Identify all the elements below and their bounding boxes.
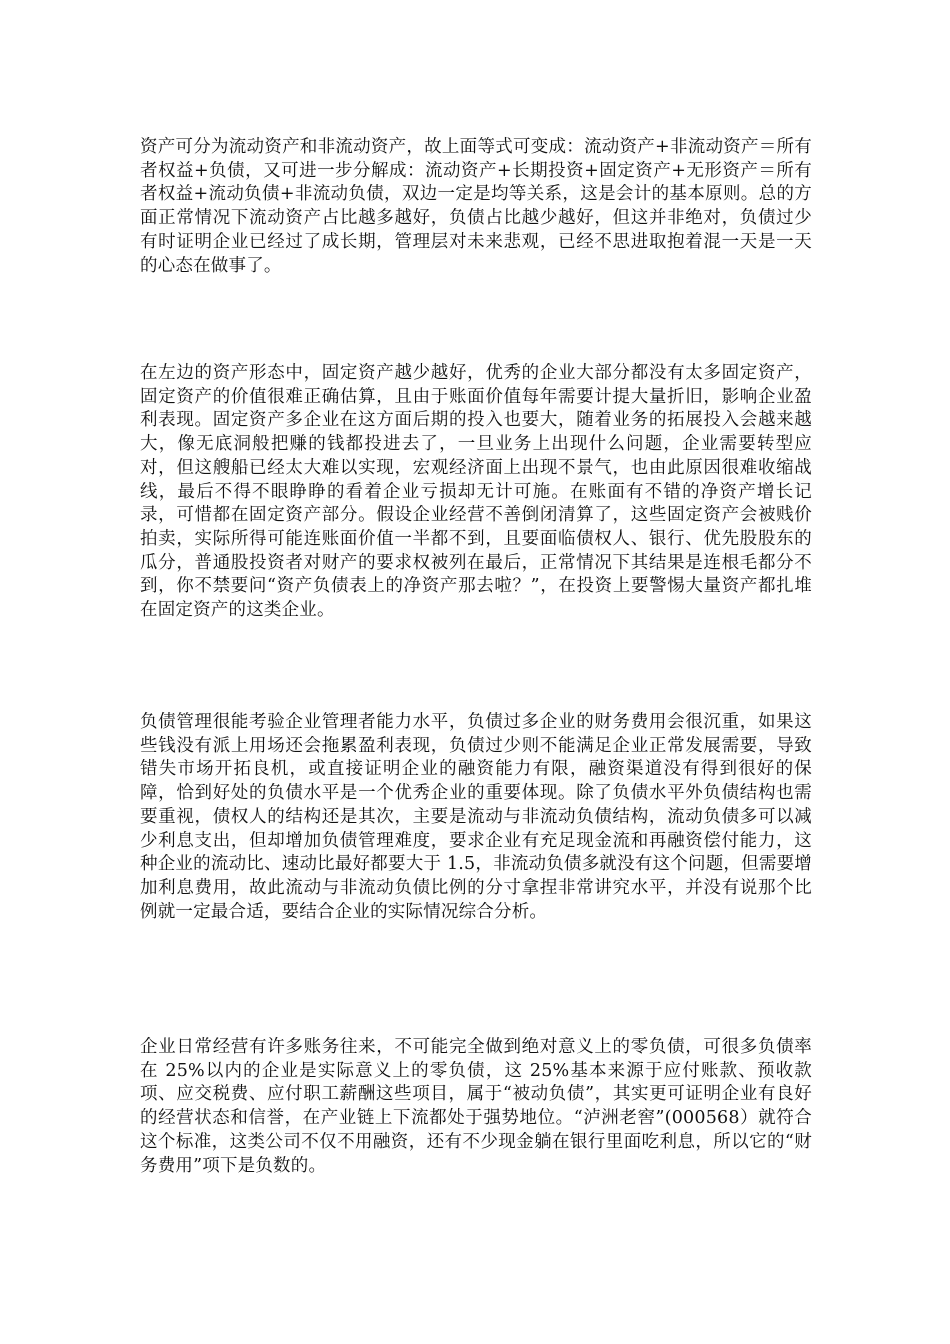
paragraph-passive-liabilities: 企业日常经营有许多账务往来，不可能完全做到绝对意义上的零负债，可很多负债率在 25%以内的企业是实际意义上的零负债，这 25%基本来源于应付账款、预收款项、应交税费、应付职工薪酬这些项目，属于“被动负债”，其实更可证明企业有良好的经营状态和信誉，在产业链上下流都处于强势地位。“泸洲老窖”(000568）就符合这个标准，这类公司不仅不用融资，还有不少现金躺在银行里面吃利息，所以它的“财务费用”项下是负数的。 [140, 1037, 812, 1176]
paragraph-fixed-assets: 在左边的资产形态中，固定资产越少越好，优秀的企业大部分都没有太多固定资产，固定资产的价值很难正确估算，且由于账面价值每年需要计提大量折旧，影响企业盈利表现。固定资产多企业在这方面后期的投入也要大，随着业务的拓展投入会越来越大，像无底洞般把赚的钱都投进去了，一旦业务上出现什么问题，企业需要转型应对，但这艘船已经太大难以实现，宏观经济面上出现不景气，也由此原因很难收缩战线，最后不得不眼睁睁的看着企业亏损却无计可施。在账面有不错的净资产增长记录，可惜都在固定资产部分。假设企业经营不善倒闭清算了，这些固定资产会被贱价拍卖，实际所得可能连账面价值一半都不到，且要面临债权人、银行、优先股股东的瓜分，普通股投资者对财产的要求权被列在最后，正常情况下其结果是连根毛都分不到，你不禁要问“资产负债表上的净资产那去啦？”，在投资上要警惕大量资产都扎堆在固定资产的这类企业。 [140, 363, 812, 621]
paragraph-liability-management: 负债管理很能考验企业管理者能力水平，负债过多企业的财务费用会很沉重，如果这些钱没有派上用场还会拖累盈利表现，负债过少则不能满足企业正常发展需要，导致错失市场开拓良机，或直接证明企业的融资能力有限，融资渠道没有得到很好的保障，恰到好处的负债水平是一个优秀企业的重要体现。除了负债水平外负债结构也需要重视，债权人的结构还是其次，主要是流动与非流动负债结构，流动负债多可以减少利息支出，但却增加负债管理难度，要求企业有充足现金流和再融资偿付能力，这种企业的流动比、速动比最好都要大于 1.5，非流动负债多就没有这个问题，但需要增加利息费用，故此流动与非流动负债比例的分寸拿捏非常讲究水平，并没有说那个比例就一定最合适，要结合企业的实际情况综合分析。 [140, 712, 812, 922]
paragraph-asset-equation: 资产可分为流动资产和非流动资产，故上面等式可变成：流动资产+非流动资产＝所有者权益+负债，又可进一步分解成：流动资产+长期投资+固定资产+无形资产＝所有者权益+流动负债+非流动负债，双边一定是均等关系，这是会计的基本原则。总的方面正常情况下流动资产占比越多越好，负债占比越少越好，但这并非绝对，负债过少有时证明企业已经过了成长期，管理层对未来悲观，已经不思进取抱着混一天是一天的心态在做事了。 [140, 137, 812, 276]
